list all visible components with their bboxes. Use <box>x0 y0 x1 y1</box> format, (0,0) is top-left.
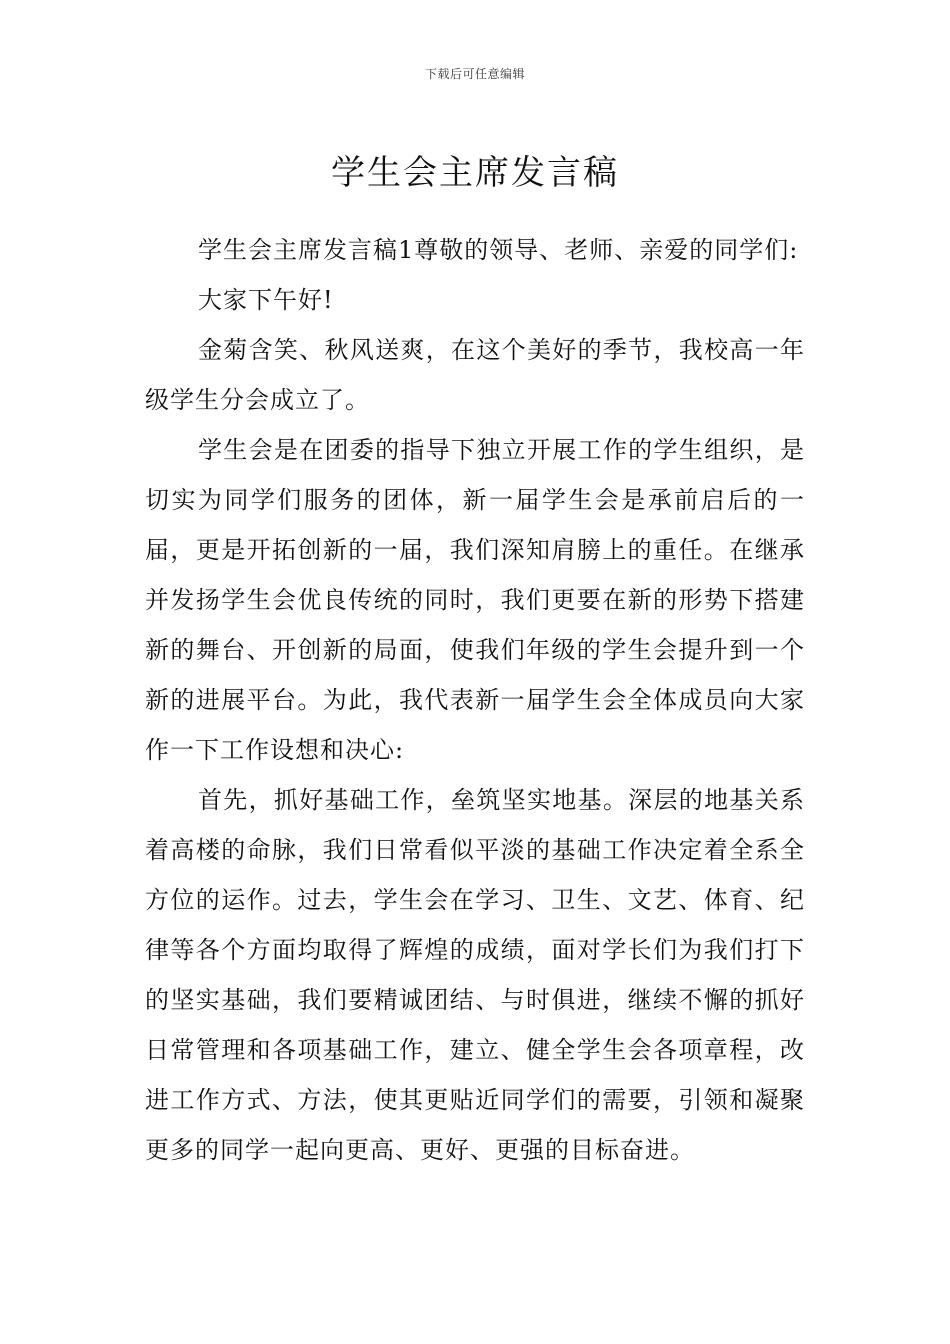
paragraph-salutation: 大家下午好! <box>198 286 334 314</box>
document-body <box>145 225 805 1175</box>
document-title: 学生会主席发言稿 <box>331 152 619 193</box>
paragraph-greeting: 学生会主席发言稿1尊敬的领导、老师、亲爱的同学们: <box>198 236 799 264</box>
paragraph-first-point: 首先，抓好基础工作，垒筑坚实地基。深层的地基关系着高楼的命脉，我们日常看似平淡的基础工作决定着全系全方位的运作。过去，学生会在学习、卫生、文艺、体育、纪律等各个方面均取得了辉煌的成绩，面对学长们为我们打下的坚实基础，我们要精诚团结、与时俱进，继续不懈的抓好日常管理和各项基础工作，建立、健全学生会各项章程，改进工作方式、方法，使其更贴近同学们的需要，引领和凝聚更多的同学一起向更高、更好、更强的目标奋进。 <box>145 786 805 1164</box>
paragraph-opening: 金菊含笑、秋风送爽，在这个美好的季节，我校高一年级学生分会成立了。 <box>145 336 805 414</box>
paragraph-student-union: 学生会是在团委的指导下独立开展工作的学生组织，是切实为同学们服务的团体，新一届学生会是承前启后的一届，更是开拓创新的一届，我们深知肩膀上的重任。在继承并发扬学生会优良传统的同时，我们更要在新的形势下搭建新的舞台、开创新的局面，使我们年级的学生会提升到一个新的进展平台。为此，我代表新一届学生会全体成员向大家作一下工作设想和决心: <box>145 436 805 764</box>
header-note: 下载后可任意编辑 <box>424 67 525 81</box>
